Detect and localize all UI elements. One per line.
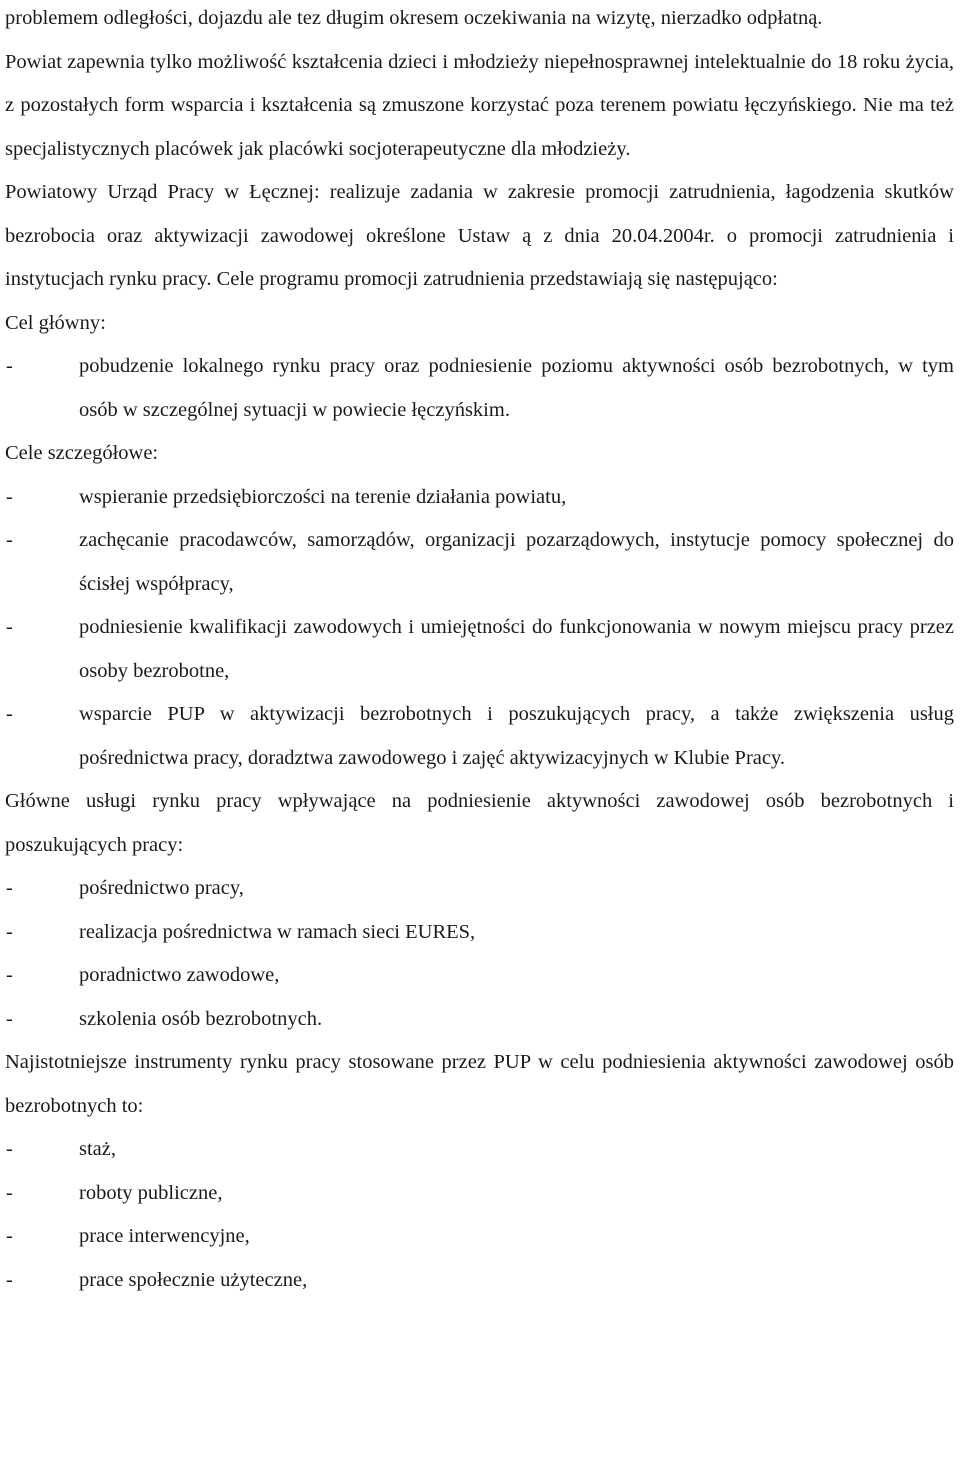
list-item-text: szkolenia osób bezrobotnych.: [79, 1007, 323, 1030]
list-item-text: staż,: [79, 1138, 116, 1160]
list-item-text: poradnictwo zawodowe,: [79, 964, 280, 986]
list-item: [5, 911, 954, 955]
paragraph-education-support: Powiat zapewnia tylko możliwość kształcenia dzieci i młodzieży niepełnosprawnej intelektualnie do 18 roku życia, z pozostałych form wsparcia i kształcenia są zmuszone korzystać poza terenem powiatu łęczyńskiego. Nie ma też specjalistycznych placówek jak placówki socjoterapeutyczne dla młodzieży.: [5, 50, 954, 160]
list-bullet: -: [6, 1181, 13, 1204]
main-goal-heading: Cel główny:: [5, 311, 106, 334]
list-bullet: -: [6, 1225, 13, 1247]
list-bullet: -: [6, 485, 13, 508]
services-list: [5, 867, 954, 1041]
list-item-text: wspieranie przedsiębiorczości na terenie działania powiatu,: [79, 485, 567, 508]
list-bullet: -: [6, 964, 13, 986]
instruments-heading: Najistotniejsze instrumenty rynku pracy stosowane przez PUP w celu podniesienia aktywności zawodowej osób bezrobotnych to:: [5, 1051, 954, 1117]
instruments-list: [5, 1128, 954, 1302]
list-item-text: prace interwencyjne,: [79, 1225, 250, 1247]
list-item-text: zachęcanie pracodawców, samorządów, organizacji pozarządowych, instytucje pomocy społecznej do ścisłej współpracy,: [79, 529, 954, 595]
list-item-text: wsparcie PUP w aktywizacji bezrobotnych i poszukujących pracy, a także zwiększenia usług pośrednictwa pracy, doradztwa zawodowego i zajęć aktywizacyjnych w Klubie Pracy.: [79, 703, 954, 769]
list-item: [5, 1215, 954, 1259]
list-bullet: -: [6, 1138, 13, 1160]
list-item: [5, 1128, 954, 1172]
paragraph-waiting-times: problemem odległości, dojazdu ale tez długim okresem oczekiwania na wizytę, nierzadko odpłatną.: [5, 7, 823, 29]
list-bullet: -: [6, 355, 13, 377]
list-item: [5, 345, 954, 432]
list-item-text: pośrednictwo pracy,: [79, 877, 244, 899]
list-item-text: pobudzenie lokalnego rynku pracy oraz podniesienie poziomu aktywności osób bezrobotnych, w tym osób w szczególnej sytuacji w powiecie łęczyńskim.: [79, 355, 954, 421]
specific-goals-heading: Cele szczegółowe:: [5, 442, 159, 464]
list-item: [5, 476, 954, 520]
main-goal-list: [5, 345, 954, 432]
specific-goals-list: [5, 476, 954, 781]
list-item-text: podniesienie kwalifikacji zawodowych i umiejętności do funkcjonowania w nowym miejscu pracy przez osoby bezrobotne,: [79, 616, 954, 682]
list-bullet: -: [6, 877, 13, 899]
list-item: [5, 867, 954, 911]
list-item: [5, 606, 954, 693]
paragraph-labour-office: Powiatowy Urząd Pracy w Łęcznej: realizuje zadania w zakresie promocji zatrudnienia, łagodzenia skutków bezrobocia oraz aktywizacji zawodowej określone Ustaw ą z dnia 20.04.2004r. o promocji zatrudnienia i instytucjach rynku pracy. Cele programu promocji zatrudnienia przedstawiają się następująco:: [5, 181, 954, 290]
list-bullet: -: [6, 529, 13, 551]
list-item: [5, 1172, 954, 1216]
list-item: [5, 998, 954, 1042]
list-bullet: -: [6, 1268, 13, 1291]
list-bullet: -: [6, 616, 13, 638]
services-heading: Główne usługi rynku pracy wpływające na podniesienie aktywności zawodowej osób bezrobotnych i poszukujących pracy:: [5, 790, 954, 856]
list-item: [5, 1259, 954, 1303]
list-item: [5, 693, 954, 780]
list-item: [5, 519, 954, 606]
list-bullet: -: [6, 920, 13, 943]
list-item-text: prace społecznie użyteczne,: [79, 1268, 308, 1291]
list-item: [5, 954, 954, 998]
list-item-text: roboty publiczne,: [79, 1181, 223, 1204]
list-bullet: -: [6, 703, 13, 725]
list-item-text: realizacja pośrednictwa w ramach sieci EURES,: [79, 920, 476, 943]
list-bullet: -: [6, 1007, 13, 1030]
